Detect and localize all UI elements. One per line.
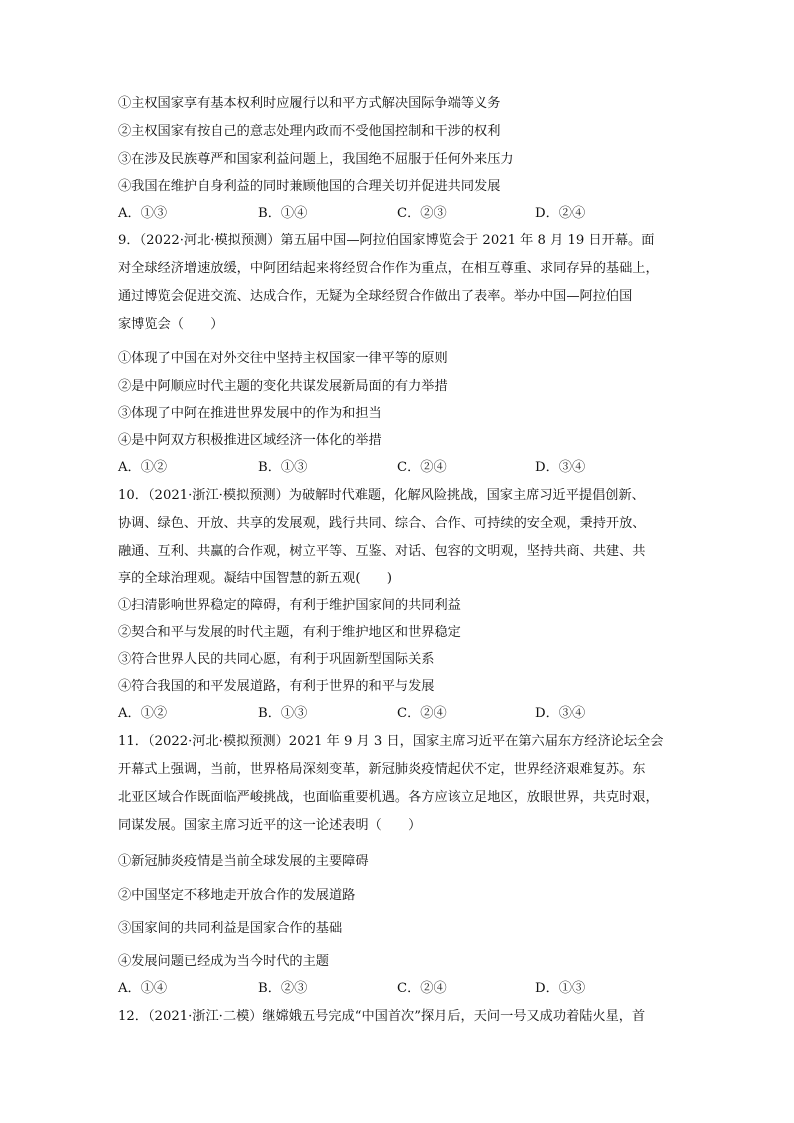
q11-stem-line-3: 北亚区域合作既面临严峻挑战，也面临重要机遇。各方应该立足地区，放眼世界，共克时艰， [118,790,659,805]
q9-statement-2: ②是中阿顺应时代主题的变化共谋发展新局面的有力举措 [118,379,448,394]
q9-stem-line-1: 9．（2022·河北·模拟预测）第五届中国—阿拉伯国家博览会于 2021 年 8 月 19 日开幕。面 [118,233,655,248]
q11-statement-4: ④发展问题已经成为当今时代的主题 [118,954,329,969]
q10-statement-1: ①扫清影响世界稳定的障碍，有利于维护国家间的共同利益 [118,598,461,613]
q11-stem-line-2: 开幕式上强调，当前，世界格局深刻变革，新冠肺炎疫情起伏不定，世界经济艰难复苏。东 [118,762,646,777]
q9-statement-3: ③体现了中阿在推进世界发展中的作为和担当 [118,406,382,421]
q11-option-b: B．②③ [258,981,308,996]
q11-statement-3: ③国家间的共同利益是国家合作的基础 [118,921,343,936]
q9-option-c: C．②④ [397,460,447,475]
q9-stem-line-3: 通过博览会促进交流、达成合作，无疑为全球经贸合作做出了表率。举办中国—阿拉伯国 [118,289,633,304]
q11-stem-line-4: 同谋发展。国家主席习近平的这一论述表明（ ） [118,818,422,833]
q10-statement-4: ④符合我国的和平发展道路，有利于世界的和平与发展 [118,679,435,694]
q10-option-d: D．③④ [535,706,586,721]
q10-stem-line-1: 10．（2021·浙江·模拟预测）为破解时代难题，化解风险挑战，国家主席习近平提倡创新、 [118,488,645,503]
q10-stem-line-2: 协调、绿色、开放、共享的发展观，践行共同、综合、合作、可持续的安全观，秉持开放、 [118,516,646,531]
q11-statement-2: ②中国坚定不移地走开放合作的发展道路 [118,888,356,903]
q10-option-a: A．①② [118,706,168,721]
q12-stem-line-1: 12．（2021·浙江·二模）继嫦娥五号完成“中国首次”探月后，天问一号又成功着陆火星，首 [118,1009,646,1024]
q11-options [118,980,684,998]
q8-statement-2: ②主权国家有按自己的意志处理内政而不受他国控制和干涉的权利 [118,124,501,139]
q9-statement-1: ①体现了中国在对外交往中坚持主权国家一律平等的原则 [118,351,448,366]
q8-option-b: B．①④ [258,206,308,221]
q11-option-d: D．①③ [535,981,586,996]
q10-stem-line-3: 融通、互利、共赢的合作观，树立平等、互鉴、对话、包容的文明观，坚持共商、共建、共 [118,544,646,559]
q11-stem-line-1: 11．（2022·河北·模拟预测）2021 年 9 月 3 日，国家主席习近平在第六届东方经济论坛全会 [118,734,664,749]
q9-statement-4: ④是中阿双方积极推进区域经济一体化的举措 [118,433,382,448]
q8-statement-4: ④我国在维护自身利益的同时兼顾他国的合理关切并促进共同发展 [118,179,501,194]
q10-option-c: C．②④ [397,706,447,721]
q9-stem-line-4: 家博览会（ ） [118,317,224,332]
q9-options [118,459,684,477]
q8-statement-1: ①主权国家享有基本权利时应履行以和平方式解决国际争端等义务 [118,96,501,111]
q9-option-d: D．③④ [535,460,586,475]
q9-option-a: A．①② [118,460,168,475]
q10-option-b: B．①③ [258,706,308,721]
q8-option-c: C．②③ [397,206,447,221]
q10-stem-line-4: 享的全球治理观。凝结中国智慧的新五观( ) [118,571,393,586]
q8-options [118,205,684,223]
q11-option-a: A．①④ [118,981,168,996]
q8-option-a: A．①③ [118,206,168,221]
q9-option-b: B．①③ [258,460,308,475]
q11-statement-1: ①新冠肺炎疫情是当前全球发展的主要障碍 [118,854,369,869]
q10-options [118,705,684,723]
q8-option-d: D．②④ [535,206,586,221]
q11-option-c: C．②④ [397,981,447,996]
q10-statement-3: ③符合世界人民的共同心愿，有利于巩固新型国际关系 [118,652,435,667]
q9-stem-line-2: 对全球经济增速放缓，中阿团结起来将经贸合作作为重点，在相互尊重、求同存异的基础上， [118,261,659,276]
q10-statement-2: ②契合和平与发展的时代主题，有利于维护地区和世界稳定 [118,625,461,640]
q8-statement-3: ③在涉及民族尊严和国家利益问题上，我国绝不屈服于任何外来压力 [118,152,514,167]
